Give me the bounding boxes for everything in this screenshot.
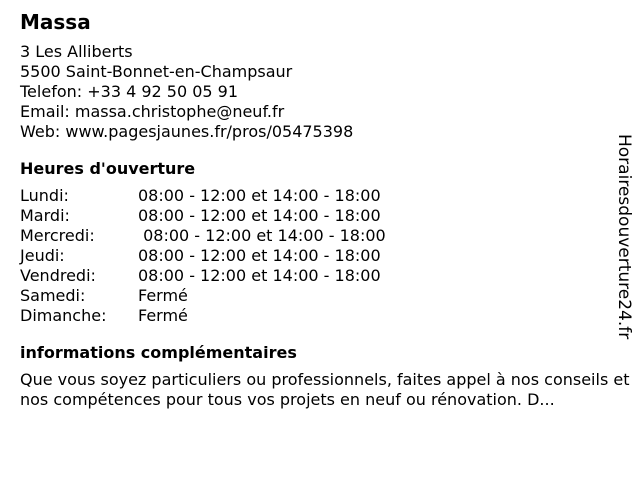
day-hours: 08:00 - 12:00 et 14:00 - 18:00	[138, 246, 381, 265]
day-label: Jeudi:	[20, 246, 65, 265]
hours-row-lundi	[20, 186, 612, 206]
hours-row-jeudi	[20, 246, 612, 266]
day-label: Lundi:	[20, 186, 69, 205]
web-line: Web: www.pagesjaunes.fr/pros/05475398	[20, 122, 354, 141]
day-label: Vendredi:	[20, 266, 96, 285]
email-line: Email: massa.christophe@neuf.fr	[20, 102, 285, 121]
day-hours: 08:00 - 12:00 et 14:00 - 18:00	[138, 186, 381, 205]
day-label: Mercredi:	[20, 226, 95, 245]
day-hours: Fermé	[138, 286, 188, 305]
day-label: Samedi:	[20, 286, 86, 305]
additional-info-heading: informations complémentaires	[20, 343, 297, 362]
hours-row-mercredi	[20, 226, 612, 246]
hours-row-mardi	[20, 206, 612, 226]
day-label: Dimanche:	[20, 306, 107, 325]
opening-hours-heading: Heures d'ouverture	[20, 159, 196, 178]
additional-info-text: Que vous soyez particuliers ou professionnels, faites appel à nos conseils et nos compétences pour tous vos projets en neuf ou rénovation. D...	[20, 370, 630, 409]
phone-line: Telefon: +33 4 92 50 05 91	[20, 82, 239, 101]
day-hours: 08:00 - 12:00 et 14:00 - 18:00	[138, 206, 381, 225]
day-hours: 08:00 - 12:00 et 14:00 - 18:00	[138, 266, 381, 285]
day-label: Mardi:	[20, 206, 70, 225]
hours-row-samedi	[20, 286, 612, 306]
day-hours: 08:00 - 12:00 et 14:00 - 18:00	[138, 226, 386, 245]
hours-row-dimanche	[20, 306, 612, 326]
business-name: Massa	[20, 10, 91, 34]
address-line-2: 5500 Saint-Bonnet-en-Champsaur	[20, 62, 293, 81]
address-line-1: 3 Les Alliberts	[20, 42, 133, 61]
hours-row-vendredi	[20, 266, 612, 286]
opening-hours-table	[20, 186, 612, 326]
day-hours: Fermé	[138, 306, 188, 325]
site-watermark: Horairesdouverture24.fr	[614, 134, 634, 340]
